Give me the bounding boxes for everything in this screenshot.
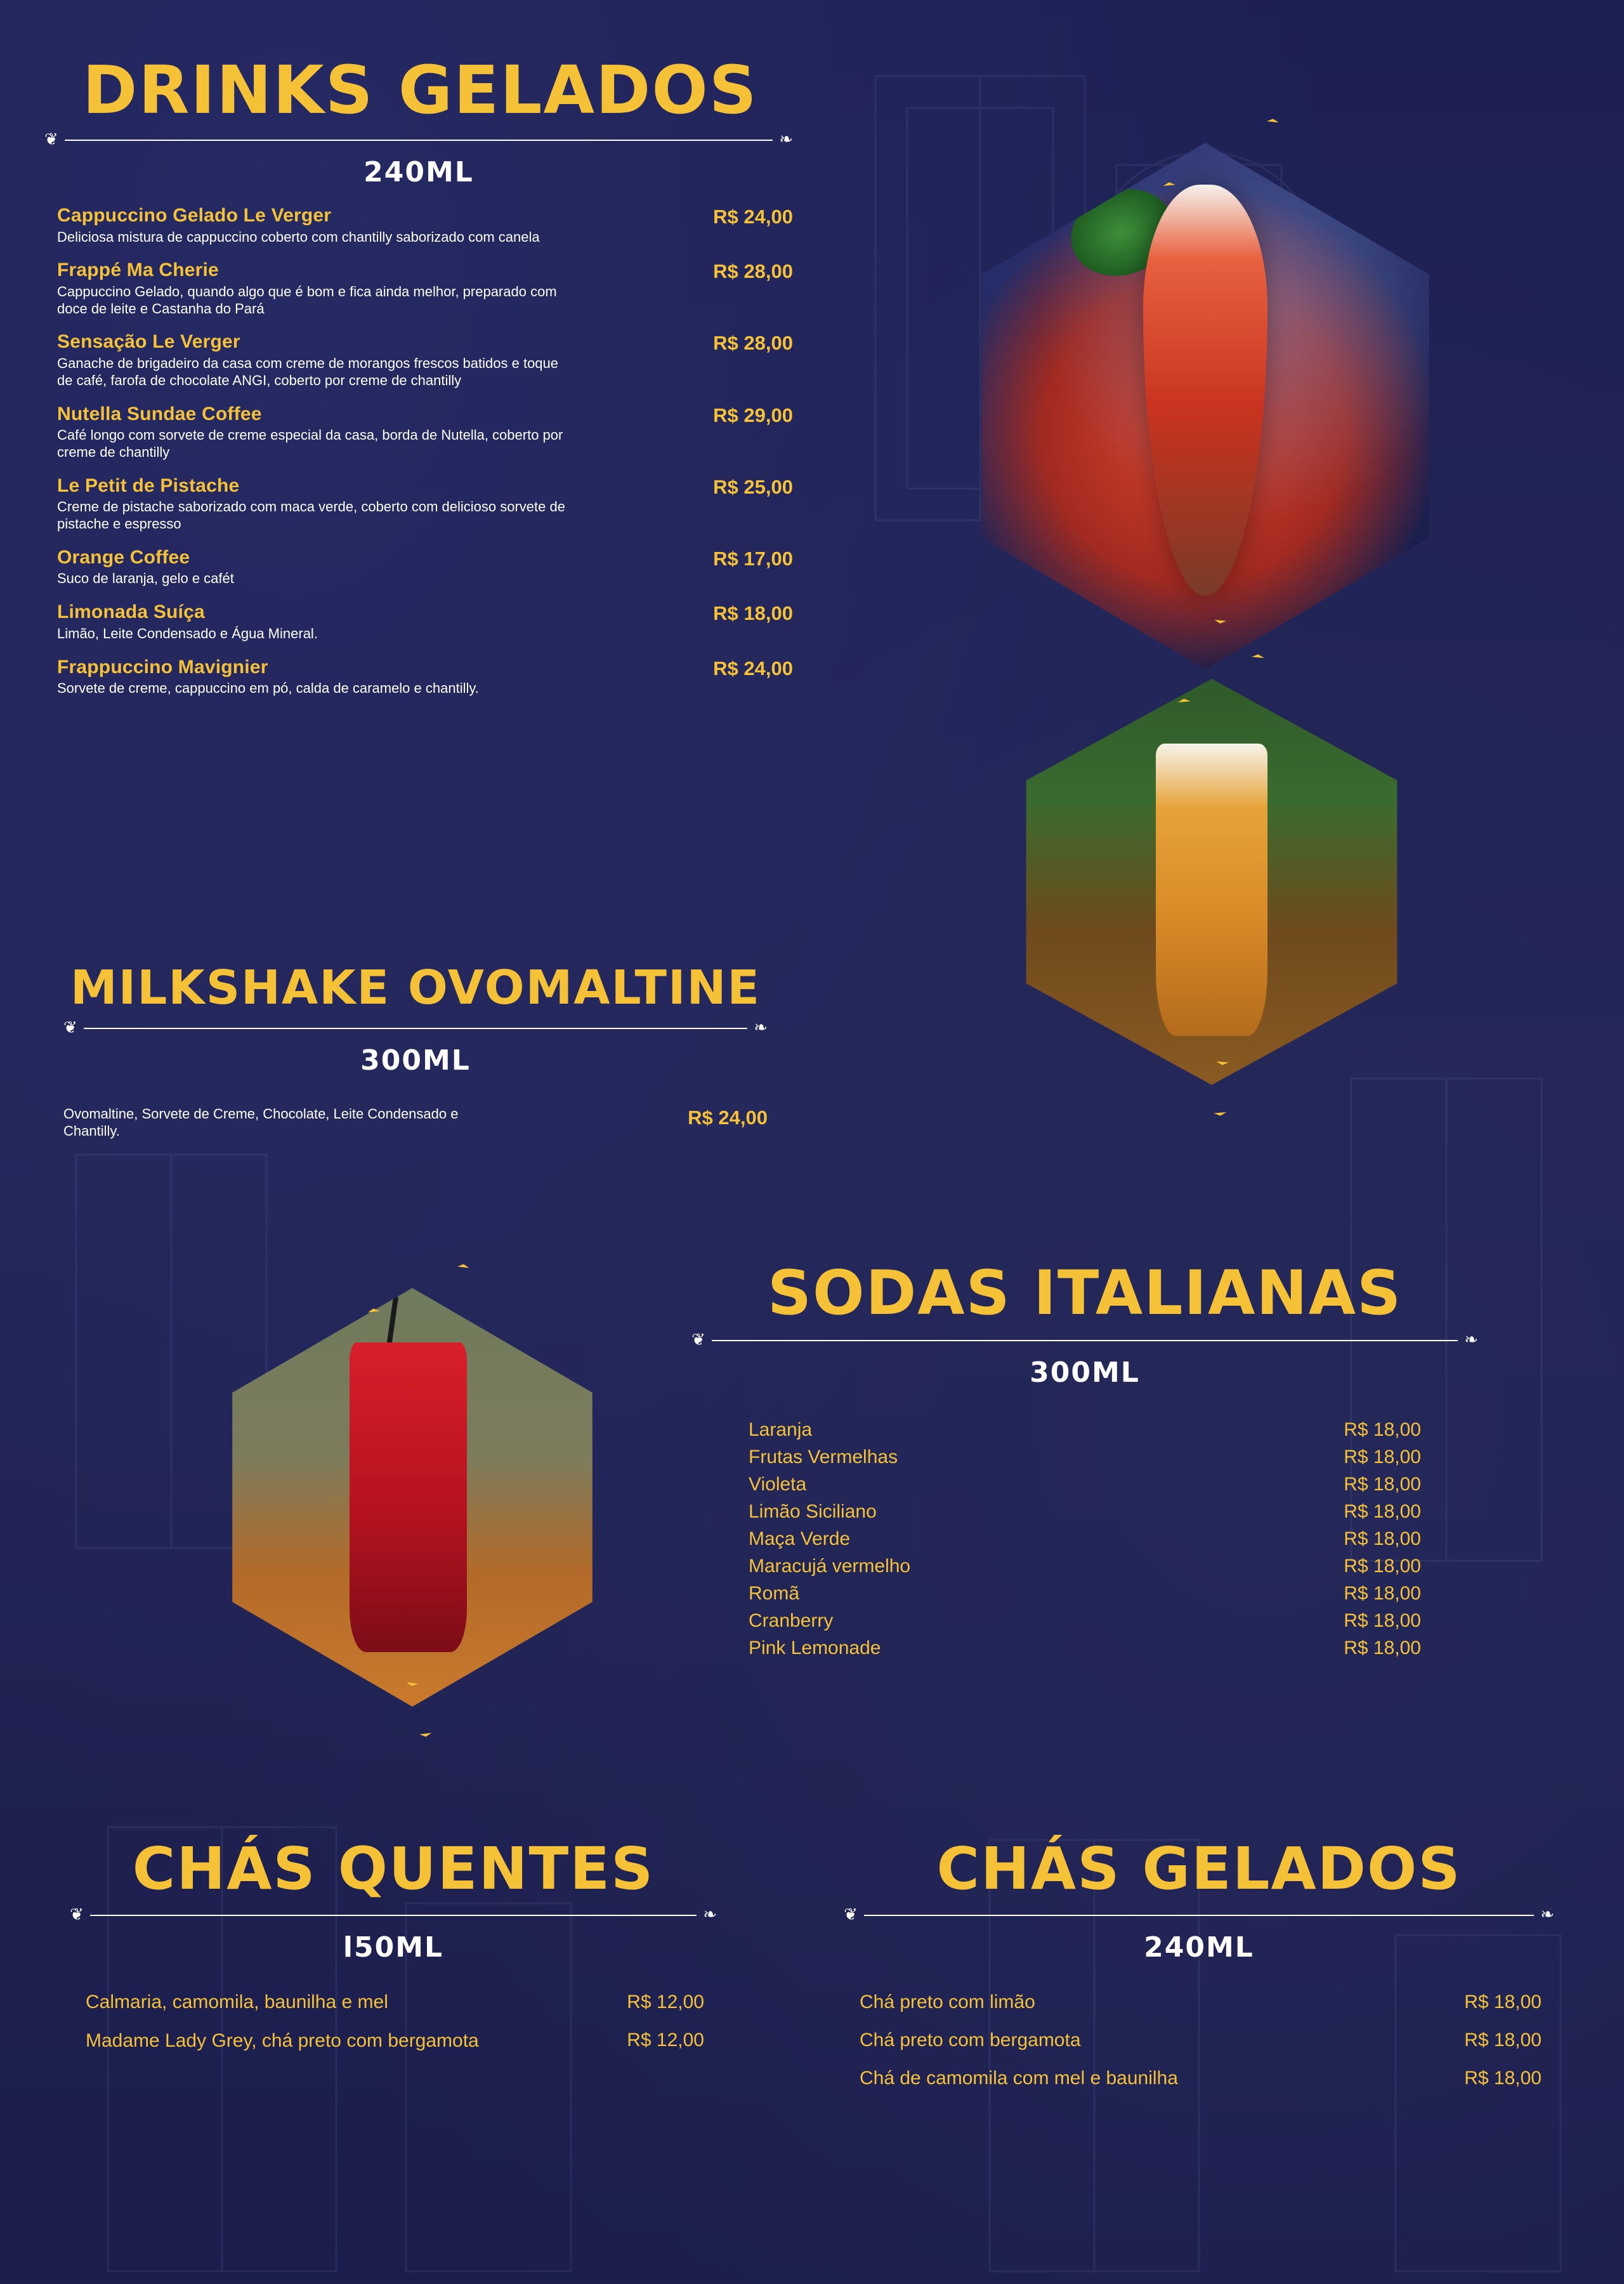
- divider-chas-quentes: [70, 1907, 717, 1924]
- item-price: R$ 28,00: [713, 332, 793, 355]
- list-item: [860, 2068, 1542, 2089]
- item-name: Nutella Sundae Coffee: [57, 403, 262, 424]
- item-price: R$ 12,00: [627, 1992, 704, 2012]
- item-price: R$ 24,00: [688, 1106, 768, 1129]
- item-name: Romã: [749, 1583, 800, 1604]
- item-price: R$ 18,00: [1344, 1556, 1421, 1577]
- straw: [381, 1296, 398, 1388]
- ornament-left-icon: ❦: [844, 1905, 858, 1924]
- item-name: Pink Lemonade: [749, 1638, 881, 1658]
- item-price: R$ 18,00: [1344, 1419, 1421, 1440]
- item-name: Limão Siciliano: [749, 1501, 877, 1522]
- item-name: Le Petit de Pistache: [57, 475, 240, 496]
- ornament-right-icon: ❧: [1464, 1330, 1478, 1349]
- item-name: Limonada Suíça: [57, 601, 205, 623]
- item-price: R$ 25,00: [713, 475, 793, 498]
- item-list-drinks-gelados: [44, 205, 793, 697]
- ornament-right-icon: ❧: [754, 1018, 768, 1037]
- item-price: R$ 18,00: [1464, 2030, 1542, 2051]
- ornament-left-icon: ❦: [63, 1018, 77, 1037]
- item-name: Cappuccino Gelado Le Verger: [57, 205, 332, 226]
- ornament-left-icon: ❦: [691, 1330, 705, 1349]
- item-description: Sorvete de creme, cappuccino em pó, calda de caramelo e chantilly.: [57, 680, 479, 697]
- item-price: R$ 18,00: [1344, 1610, 1421, 1631]
- volume-milkshake: 300ML: [360, 1044, 471, 1077]
- item-price: R$ 18,00: [1344, 1583, 1421, 1604]
- item-price: R$ 29,00: [713, 404, 793, 426]
- item-name: Maracujá vermelho: [749, 1556, 911, 1577]
- item-price: R$ 24,00: [713, 206, 793, 228]
- section-chas-quentes: [70, 1835, 717, 2057]
- list-item: [63, 1106, 768, 1140]
- photo-caramel-milkshake: [952, 653, 1484, 1123]
- divider-bar: [84, 1028, 747, 1029]
- list-item: [57, 404, 793, 461]
- list-item: [86, 1992, 704, 2013]
- item-price: R$ 18,00: [1344, 1638, 1421, 1658]
- divider-milkshake: [63, 1020, 768, 1037]
- list-item: [860, 1992, 1542, 2013]
- item-description: Cappuccino Gelado, quando algo que é bom e fica ainda melhor, preparado com doce de leite e Castanha do Pará: [57, 283, 557, 317]
- item-name: Maça Verde: [749, 1528, 851, 1549]
- list-item: [57, 547, 793, 587]
- ornament-right-icon: ❧: [703, 1905, 717, 1924]
- photo-red-italian-soda: [165, 1263, 666, 1745]
- item-name: Laranja: [749, 1419, 813, 1440]
- divider-chas-gelados: [844, 1907, 1554, 1924]
- list-item: [749, 1447, 1421, 1468]
- item-description: Ganache de brigadeiro da casa com creme de morangos frescos batidos e toque de café, farofa de chocolate ANGI, coberto por creme de chantilly: [57, 355, 559, 388]
- item-name: Chá preto com limão: [860, 1992, 1035, 2012]
- list-item: [860, 2030, 1542, 2051]
- section-milkshake-ovomaltine: [63, 961, 768, 1154]
- divider-sodas-italianas: [691, 1332, 1478, 1349]
- item-list-sodas-italianas: [691, 1419, 1478, 1659]
- list-item: [57, 331, 793, 389]
- item-name: Frutas Vermelhas: [749, 1447, 898, 1467]
- item-description: Café longo com sorvete de creme especial da casa, borda de Nutella, coberto por creme de chantilly: [57, 427, 563, 460]
- ornament-right-icon: ❧: [779, 129, 793, 148]
- item-name: Cranberry: [749, 1610, 834, 1631]
- section-title-milkshake: MILKSHAKE OVOMALTINE: [70, 961, 761, 1015]
- list-item: [57, 657, 793, 697]
- item-name: Sensação Le Verger: [57, 331, 240, 353]
- list-item: [749, 1638, 1421, 1659]
- item-name: Violeta: [749, 1474, 807, 1495]
- divider-bar: [712, 1340, 1458, 1341]
- item-price: R$ 28,00: [713, 260, 793, 283]
- item-name: Frappé Ma Cherie: [57, 259, 219, 281]
- list-item: [749, 1610, 1421, 1632]
- item-price: R$ 17,00: [713, 547, 793, 570]
- item-price: R$ 24,00: [713, 657, 793, 679]
- item-name: Madame Lady Grey, chá preto com bergamota: [86, 2030, 479, 2051]
- item-price: R$ 18,00: [1344, 1474, 1421, 1495]
- section-title-drinks-gelados: DRINKS GELADOS: [82, 51, 758, 129]
- item-price: R$ 18,00: [1464, 2068, 1542, 2089]
- section-title-sodas-italianas: SODAS ITALIANAS: [767, 1257, 1403, 1329]
- item-name: Chá preto com bergamota: [860, 2030, 1081, 2051]
- item-description: Ovomaltine, Sorvete de Creme, Chocolate, Leite Condensado e Chantilly.: [63, 1106, 459, 1139]
- section-drinks-gelados: [44, 51, 793, 711]
- divider-bar: [90, 1915, 697, 1916]
- list-item: [57, 601, 793, 642]
- divider-bar: [65, 140, 773, 141]
- list-item: [749, 1501, 1421, 1523]
- list-item: [749, 1583, 1421, 1605]
- list-item: [57, 205, 793, 246]
- item-description: Creme de pistache saborizado com maca verde, coberto com delicioso sorvete de pistache e espresso: [57, 499, 565, 532]
- divider-drinks-gelados: [44, 129, 793, 148]
- divider-bar: [864, 1915, 1534, 1916]
- item-price: R$ 12,00: [627, 2030, 704, 2051]
- list-item: [57, 259, 793, 317]
- list-item: [749, 1528, 1421, 1550]
- section-sodas-italianas: [691, 1257, 1478, 1665]
- ornament-right-icon: ❧: [1540, 1905, 1554, 1924]
- item-description: Suco de laranja, gelo e cafét: [57, 570, 234, 587]
- ornament-left-icon: ❦: [44, 129, 58, 148]
- item-description: Limão, Leite Condensado e Água Mineral.: [57, 625, 318, 641]
- item-name: Orange Coffee: [57, 546, 190, 568]
- item-name: Calmaria, camomila, baunilha e mel: [86, 1992, 388, 2012]
- section-chas-gelados: [844, 1835, 1554, 2095]
- item-price: R$ 18,00: [1464, 1992, 1542, 2012]
- item-list-chas-gelados: [844, 1992, 1554, 2089]
- item-name: Frappuccino Mavignier: [57, 656, 268, 678]
- item-name: Chá de camomila com mel e baunilha: [860, 2068, 1178, 2089]
- list-item: [86, 2030, 704, 2051]
- volume-chas-gelados: 240ML: [1144, 1931, 1254, 1964]
- item-list-chas-quentes: [70, 1992, 717, 2051]
- item-price: R$ 18,00: [1344, 1528, 1421, 1549]
- section-title-chas-gelados: CHÁS GELADOS: [936, 1835, 1462, 1903]
- photo-strawberry-frappe: [907, 117, 1529, 701]
- volume-sodas-italianas: 300ML: [1030, 1356, 1140, 1389]
- item-list-milkshake: [63, 1106, 768, 1140]
- list-item: [749, 1419, 1421, 1441]
- section-title-chas-quentes: CHÁS QUENTES: [132, 1835, 655, 1903]
- list-item: [749, 1474, 1421, 1495]
- list-item: [749, 1556, 1421, 1577]
- volume-drinks-gelados: 240ML: [363, 156, 474, 188]
- volume-chas-quentes: l50ML: [343, 1931, 444, 1964]
- item-price: R$ 18,00: [713, 602, 793, 625]
- item-price: R$ 18,00: [1344, 1447, 1421, 1467]
- list-item: [57, 475, 793, 533]
- item-description: Deliciosa mistura de cappuccino coberto com chantilly saborizado com canela: [57, 228, 540, 245]
- item-price: R$ 18,00: [1344, 1501, 1421, 1522]
- ornament-left-icon: ❦: [70, 1905, 84, 1924]
